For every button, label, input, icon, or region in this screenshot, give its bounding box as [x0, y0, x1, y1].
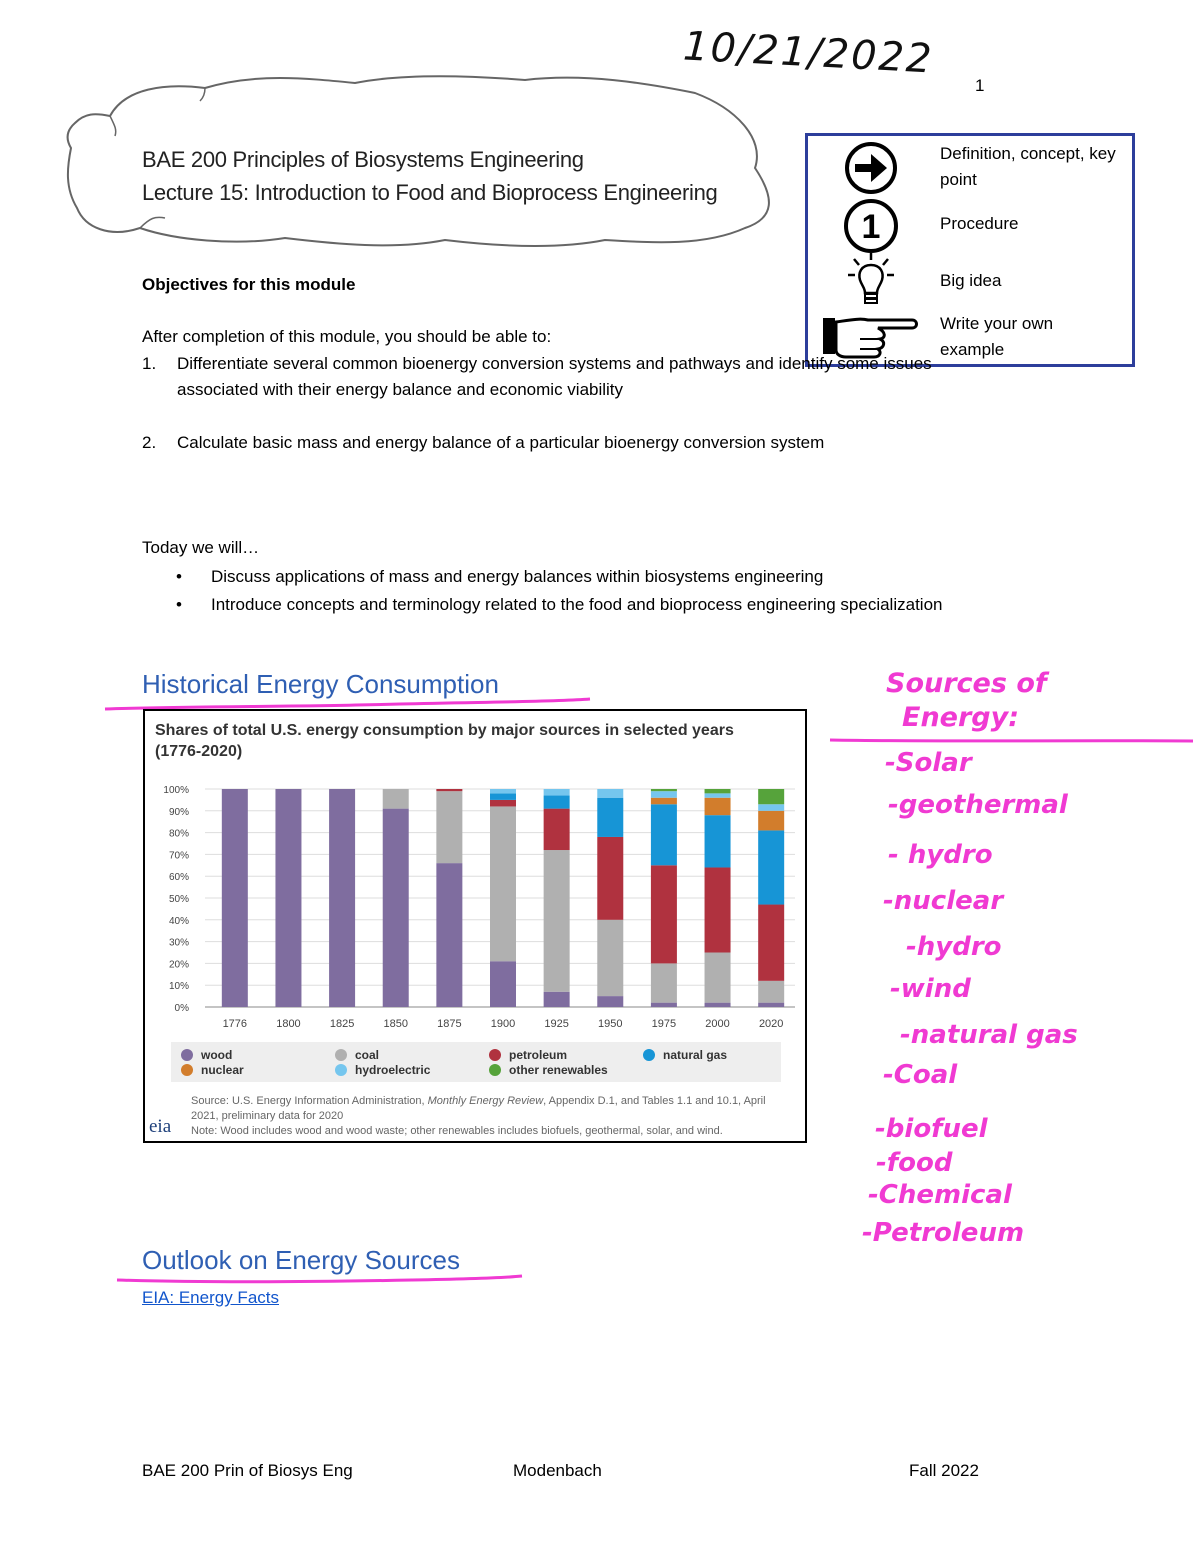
legend-label-other-renewables: other renewables: [509, 1063, 608, 1077]
note-food: -food: [876, 1148, 953, 1178]
x-tick-label: 1925: [544, 1018, 569, 1030]
note-wind: -wind: [890, 974, 971, 1004]
objective-num-2: 2.: [142, 433, 157, 452]
y-tick-label: 20%: [168, 959, 189, 971]
svg-text:1: 1: [861, 208, 881, 246]
energy-chart: [143, 709, 807, 1143]
note-hydro-2: -hydro: [906, 932, 1002, 962]
legend-swatch-other-renewables: [489, 1064, 501, 1076]
bar-segment-natural-gas: [705, 815, 731, 867]
note-solar: -Solar: [885, 748, 972, 778]
objectives-heading: Objectives for this module: [142, 275, 356, 294]
bar-segment-other-renewables: [758, 789, 784, 804]
bar-segment-coal: [597, 920, 623, 996]
bar-segment-nuclear: [758, 811, 784, 831]
legend-label-nuclear: nuclear: [201, 1063, 244, 1077]
bar-segment-natural-gas: [651, 804, 677, 865]
bar-segment-hydroelectric: [544, 789, 570, 796]
bar-segment-natural-gas: [597, 798, 623, 837]
note-biofuel: -biofuel: [875, 1114, 988, 1144]
bar-segment-hydroelectric: [758, 804, 784, 811]
legend-label-definition: Definition, concept, key point: [940, 144, 1116, 189]
course-title: BAE 200 Principles of Biosystems Engineering: [142, 147, 584, 172]
note-geothermal: -geothermal: [888, 790, 1068, 820]
icon-legend: [805, 133, 1135, 367]
chart-note: Note: Wood includes wood and wood waste; other renewables includes biofuels, geothermal, solar, and wind.: [191, 1125, 723, 1137]
bar-segment-coal: [436, 791, 462, 863]
bar-segment-natural-gas: [490, 793, 516, 800]
today-bullet-1: Discuss applications of mass and energy balances within biosystems engineering: [211, 567, 824, 586]
bar-segment-wood: [222, 789, 248, 1007]
bar-segment-wood: [383, 809, 409, 1007]
bar-segment-natural-gas: [544, 796, 570, 809]
eia-energy-facts-link[interactable]: EIA: Energy Facts: [142, 1288, 279, 1307]
legend-swatch-nuclear: [181, 1064, 193, 1076]
bar-segment-wood: [436, 863, 462, 1007]
bar-segment-wood: [758, 1003, 784, 1007]
y-tick-label: 50%: [168, 894, 189, 905]
x-tick-label: 1975: [651, 1018, 677, 1030]
bar-segment-petroleum: [651, 865, 677, 963]
lightbulb-icon: [846, 251, 896, 309]
lecture-title: Lecture 15: Introduction to Food and Bioprocess Engineering: [142, 180, 718, 205]
eia-logo: eia: [149, 1116, 172, 1137]
legend-swatch-natural-gas: [643, 1049, 655, 1061]
bar-segment-nuclear: [651, 798, 677, 805]
today-heading: Today we will…: [142, 538, 260, 557]
x-tick-label: 1900: [490, 1018, 516, 1030]
y-tick-label: 30%: [168, 937, 189, 949]
objective-num-1: 1.: [142, 354, 157, 373]
note-nuclear: -nuclear: [883, 886, 1004, 916]
x-tick-label: 1850: [383, 1018, 408, 1030]
footer-course: BAE 200 Prin of Biosys Eng: [142, 1461, 353, 1480]
objectives-intro: After completion of this module, you should be able to:: [142, 327, 552, 346]
bar-segment-wood: [597, 996, 623, 1007]
legend-swatch-petroleum: [489, 1049, 501, 1061]
bullet-dot: •: [176, 567, 182, 586]
bar-segment-petroleum: [490, 800, 516, 807]
legend-label-example: Write your own example: [940, 314, 1054, 359]
bar-segment-wood: [705, 1003, 731, 1007]
note-petroleum: -Petroleum: [862, 1218, 1025, 1248]
notes-heading: Sources of: [886, 668, 1047, 699]
bar-segment-coal: [758, 981, 784, 1003]
bar-segment-hydroelectric: [597, 789, 623, 798]
pink-underline: [825, 732, 1197, 748]
x-tick-label: 2020: [758, 1018, 784, 1030]
bar-segment-hydroelectric: [651, 791, 677, 798]
note-hydro: - hydro: [888, 840, 993, 870]
legend-swatch-coal: [335, 1049, 347, 1061]
bar-segment-wood: [275, 789, 301, 1007]
bar-segment-other-renewables: [651, 789, 677, 791]
y-tick-label: 80%: [168, 828, 189, 840]
bar-segment-other-renewables: [705, 789, 731, 793]
chart-source-suffix: , Appendix D.1, and Tables 1.1 and 10.1, April 2021, preliminary data for 2020: [191, 1095, 766, 1122]
legend-swatch-wood: [181, 1049, 193, 1061]
arrow-circle-icon: [843, 140, 899, 196]
legend-label-big-idea: Big idea: [940, 271, 1002, 290]
bar-segment-petroleum: [758, 905, 784, 981]
note-natural-gas: -natural gas: [900, 1020, 1078, 1050]
footer-author: Modenbach: [513, 1461, 602, 1480]
handwritten-date: 10/21/2022: [681, 23, 935, 83]
chart-source-text: Source: U.S. Energy Information Administration,: [191, 1095, 428, 1107]
bar-segment-hydroelectric: [705, 793, 731, 797]
bar-segment-coal: [544, 850, 570, 992]
number-one-icon: [841, 196, 901, 256]
objective-2: Calculate basic mass and energy balance of a particular bioenergy conversion system: [177, 433, 825, 452]
bar-segment-petroleum: [597, 837, 623, 920]
bar-segment-petroleum: [705, 867, 731, 952]
bar-segment-petroleum: [436, 789, 462, 791]
legend-label-natural-gas: natural gas: [663, 1048, 728, 1062]
chart-source: [191, 1094, 781, 1139]
section-heading-historical: Historical Energy Consumption: [142, 669, 499, 699]
legend-label-hydroelectric: hydroelectric: [355, 1063, 431, 1077]
bar-segment-hydroelectric: [490, 789, 516, 793]
footer-term: Fall 2022: [909, 1461, 979, 1480]
chart-plot: [145, 711, 805, 1141]
bar-segment-wood: [651, 1003, 677, 1007]
note-chemical: -Chemical: [868, 1180, 1012, 1210]
bar-segment-wood: [490, 961, 516, 1007]
bar-segment-coal: [490, 806, 516, 961]
bar-segment-nuclear: [705, 798, 731, 815]
page-number: 1: [975, 76, 985, 95]
note-coal: -Coal: [883, 1060, 958, 1090]
x-tick-label: 1800: [276, 1018, 301, 1030]
y-tick-label: 90%: [168, 806, 189, 818]
x-tick-label: 1950: [598, 1018, 623, 1030]
bar-segment-natural-gas: [758, 830, 784, 904]
y-tick-label: 0%: [174, 1003, 189, 1014]
legend-label-coal: coal: [355, 1048, 380, 1062]
y-tick-label: 40%: [168, 915, 189, 927]
bar-segment-wood: [544, 992, 570, 1007]
objective-1: Differentiate several common bioenergy conversion systems and pathways and identify some issues associated with their energy balance and economic viability: [177, 354, 932, 399]
bar-segment-wood: [329, 789, 355, 1007]
legend-label-wood: wood: [201, 1048, 233, 1062]
y-tick-label: 60%: [168, 872, 189, 884]
notes-heading: Energy:: [902, 702, 1020, 733]
bar-segment-coal: [705, 953, 731, 1003]
x-tick-label: 1776: [222, 1018, 248, 1030]
legend-label-procedure: Procedure: [940, 214, 1019, 233]
bullet-dot: •: [176, 595, 182, 614]
x-tick-label: 1875: [437, 1018, 462, 1030]
legend-label-petroleum: petroleum: [509, 1048, 568, 1062]
section-heading-outlook: Outlook on Energy Sources: [142, 1245, 460, 1275]
chart-source-italic: Monthly Energy Review: [427, 1095, 544, 1107]
x-tick-label: 1825: [329, 1018, 355, 1030]
bar-segment-coal: [651, 963, 677, 1002]
x-tick-label: 2000: [705, 1018, 730, 1030]
y-tick-label: 70%: [168, 850, 189, 862]
bar-segment-petroleum: [544, 809, 570, 850]
bar-segment-coal: [383, 789, 409, 809]
y-tick-label: 100%: [163, 785, 189, 796]
today-bullet-2: Introduce concepts and terminology related to the food and bioprocess engineering specialization: [211, 595, 943, 614]
legend-swatch-hydroelectric: [335, 1064, 347, 1076]
chart-title: Shares of total U.S. energy consumption by major sources in selected years (1776-2020): [155, 722, 734, 760]
y-tick-label: 10%: [168, 981, 189, 993]
